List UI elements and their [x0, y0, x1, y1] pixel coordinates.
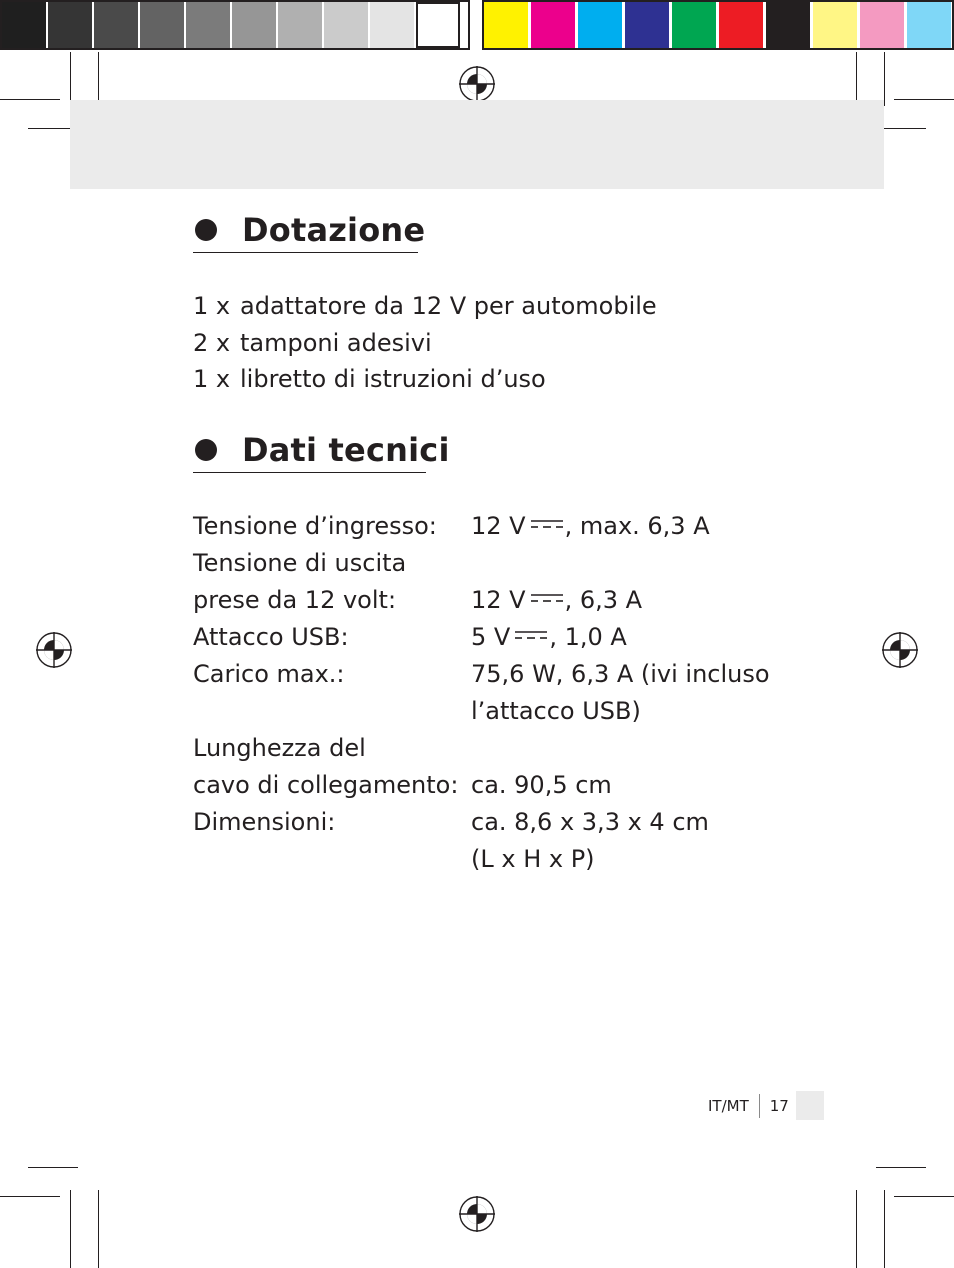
crop-mark [856, 52, 857, 106]
gray-swatch [278, 2, 322, 48]
crop-mark [894, 99, 954, 100]
list-item [193, 325, 657, 362]
spec-row [193, 767, 770, 804]
crop-mark [28, 1167, 78, 1168]
color-swatch [766, 2, 810, 48]
spec-value-current: , max. 6,3 A [564, 512, 710, 540]
spec-value [471, 619, 627, 656]
spec-row [193, 693, 770, 730]
heading-underline [193, 252, 418, 253]
gray-swatch [94, 2, 138, 48]
crop-mark [70, 1190, 71, 1268]
color-swatch [484, 2, 528, 48]
page-footer [708, 1094, 789, 1118]
crop-mark [856, 1190, 857, 1268]
page-number: 17 [769, 1097, 789, 1115]
registration-mark-icon [459, 66, 495, 102]
spec-label [193, 693, 471, 730]
header-band [70, 100, 884, 189]
color-calibration-bar [484, 0, 954, 50]
gray-swatch [2, 2, 46, 48]
crop-mark [876, 1167, 926, 1168]
gray-swatch [232, 2, 276, 48]
section-heading-dotazione [193, 210, 425, 250]
section-title: Dotazione [242, 211, 426, 249]
spec-row [193, 545, 770, 582]
item-text: adattatore da 12 V per automobile [240, 292, 657, 320]
gray-swatch [140, 2, 184, 48]
item-quantity: 1 x [193, 365, 231, 393]
spec-value [471, 582, 642, 619]
contents-list [193, 288, 657, 398]
spec-value-current: , 6,3 A [564, 586, 643, 614]
spec-row [193, 582, 770, 619]
gray-swatch [48, 2, 92, 48]
spec-value: l’attacco USB) [471, 697, 641, 725]
bullet-icon [195, 219, 217, 241]
section-title: Dati tecnici [242, 431, 450, 469]
spec-label: Lunghezza del [193, 734, 366, 762]
crop-mark [0, 99, 60, 100]
gray-swatch [186, 2, 230, 48]
spec-value-voltage: 12 V [471, 586, 526, 614]
crop-mark [0, 1196, 60, 1197]
spec-row [193, 730, 770, 767]
section-heading-dati-tecnici [193, 430, 450, 470]
color-swatch [672, 2, 716, 48]
gray-swatch [370, 2, 414, 48]
heading-underline [193, 472, 426, 473]
footer-divider [759, 1094, 760, 1118]
color-swatch [719, 2, 763, 48]
crop-mark [884, 52, 885, 106]
spec-label: cavo di collegamento: [193, 771, 459, 799]
color-swatch [860, 2, 904, 48]
crop-mark [98, 52, 99, 106]
list-item [193, 288, 657, 325]
color-swatch [531, 2, 575, 48]
spec-label [193, 841, 471, 878]
direct-current-icon [530, 516, 564, 532]
spec-label: Tensione di uscita [193, 549, 407, 577]
spec-row [193, 508, 770, 545]
spec-value: ca. 8,6 x 3,3 x 4 cm [471, 808, 709, 836]
bullet-icon [195, 439, 217, 461]
spec-value: 75,6 W, 6,3 A (ivi incluso [471, 660, 770, 688]
crop-mark [98, 1190, 99, 1268]
spec-label: Tensione d’ingresso: [193, 512, 437, 540]
spec-value-voltage: 5 V [471, 623, 511, 651]
spec-label: prese da 12 volt: [193, 586, 397, 614]
spec-value: ca. 90,5 cm [471, 771, 612, 799]
registration-mark-icon [459, 1196, 495, 1232]
spec-label: Carico max.: [193, 660, 345, 688]
crop-mark [884, 1190, 885, 1268]
registration-mark-icon [882, 632, 918, 668]
spec-row [193, 656, 770, 693]
color-swatch [813, 2, 857, 48]
color-swatch [907, 2, 951, 48]
spec-value-voltage: 12 V [471, 512, 526, 540]
spec-row [193, 841, 770, 878]
registration-mark-icon [36, 632, 72, 668]
list-item [193, 361, 657, 398]
page-number-box [796, 1091, 824, 1120]
item-text: libretto di istruzioni d’uso [240, 365, 546, 393]
color-swatch [625, 2, 669, 48]
spec-label: Dimensioni: [193, 808, 336, 836]
item-quantity: 2 x [193, 328, 231, 357]
spec-label: Attacco USB: [193, 623, 349, 651]
spec-value-current: , 1,0 A [549, 623, 627, 651]
gray-swatch [324, 2, 368, 48]
direct-current-icon [514, 627, 548, 643]
spec-row [193, 804, 770, 841]
grayscale-calibration-bar [2, 0, 462, 50]
item-text: tamponi adesivi [240, 328, 432, 357]
color-swatch [578, 2, 622, 48]
spec-value [471, 508, 710, 545]
gray-swatch [416, 2, 460, 48]
specs-table [193, 508, 770, 878]
crop-mark [70, 52, 71, 106]
direct-current-icon [530, 590, 564, 606]
language-code: IT/MT [708, 1097, 749, 1115]
item-quantity: 1 x [193, 292, 231, 320]
crop-mark [894, 1196, 954, 1197]
spec-row [193, 619, 770, 656]
spec-value: (L x H x P) [471, 845, 595, 873]
